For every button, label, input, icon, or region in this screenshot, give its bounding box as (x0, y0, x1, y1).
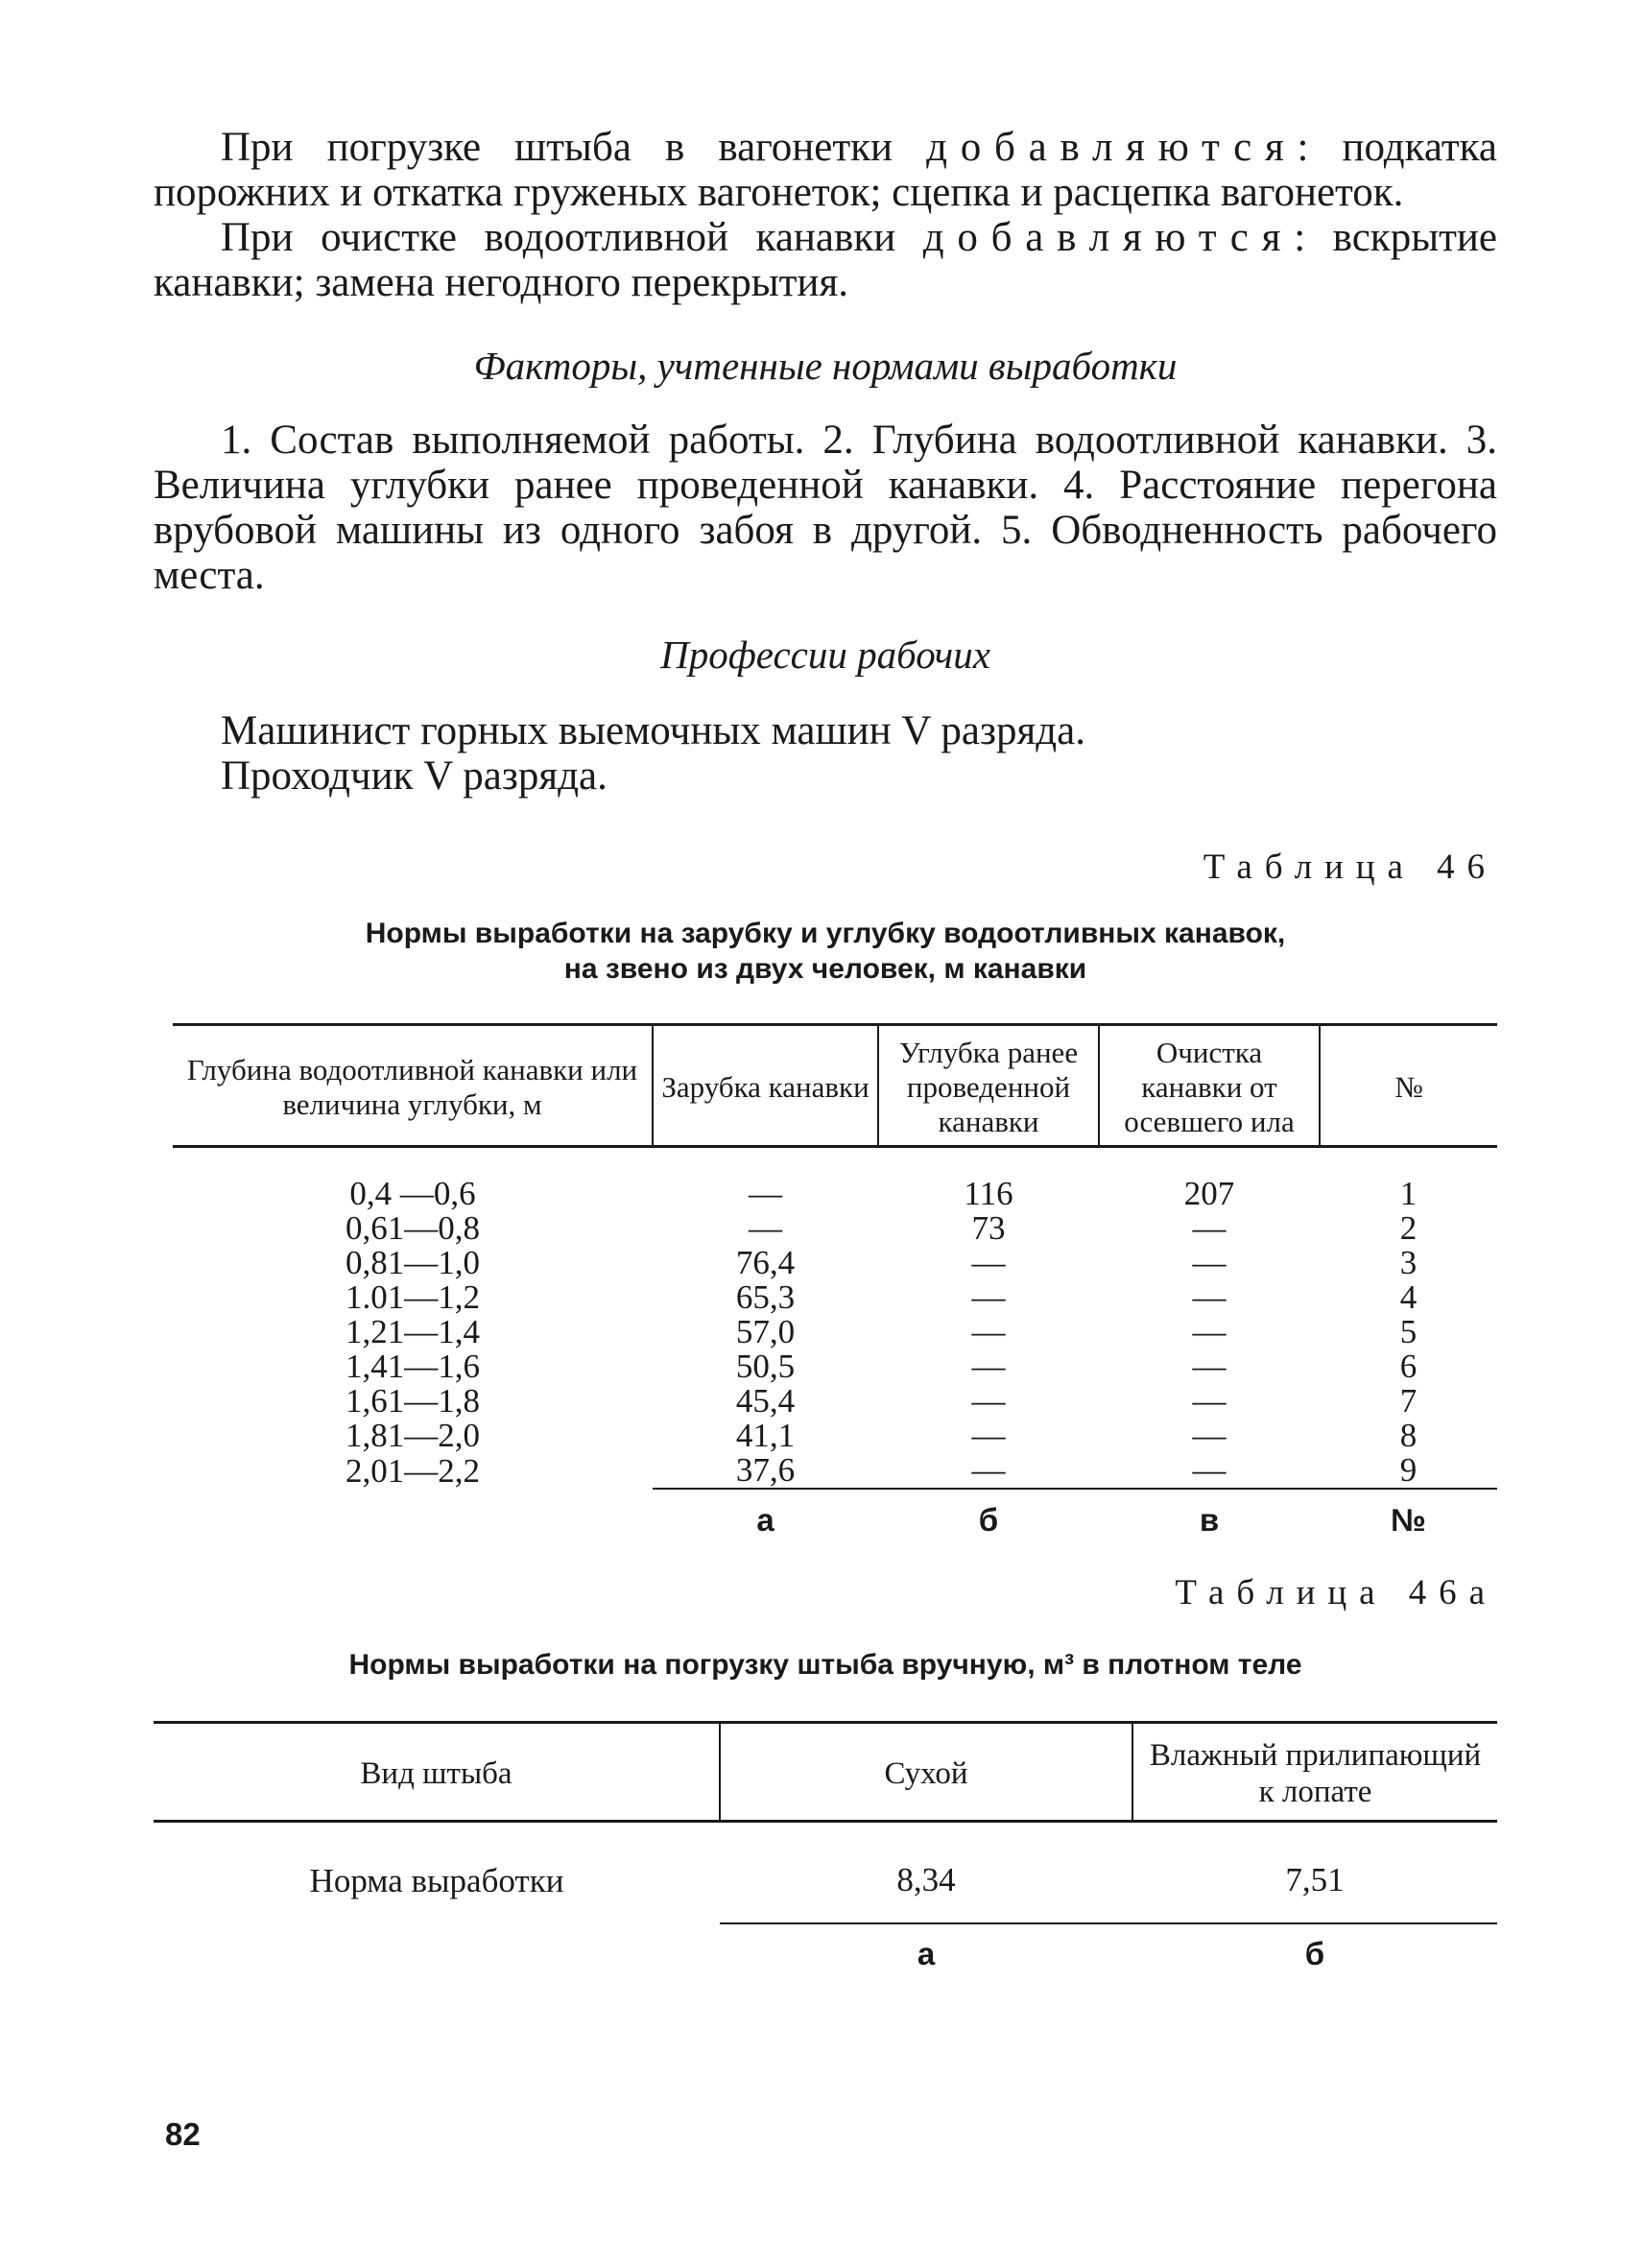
table46-header-cleaning: Очистка канавки от осевшего ила (1099, 1025, 1320, 1147)
table46-title-line1: Нормы выработки на зарубку и углубку водоотливных канавок, (365, 918, 1286, 949)
paragraph-cleaning-emphasis: добавляются (922, 215, 1295, 260)
table-row (154, 1822, 1497, 1924)
table-cell: — (1192, 1417, 1227, 1454)
table46a-header-row (154, 1723, 1497, 1822)
table-row (173, 1453, 1497, 1489)
table-cell: 65,3 (735, 1278, 796, 1316)
table-cell: — (1192, 1313, 1227, 1350)
table-cell: 0,61—0,8 (345, 1209, 480, 1247)
paragraph-cleaning-lead: При очистке водоотливной канавки (221, 215, 923, 260)
table-cell: — (1192, 1348, 1227, 1385)
table-row (173, 1211, 1497, 1246)
document-page (154, 125, 1497, 1984)
table-row (173, 1315, 1497, 1349)
table46-footer-cell: а (653, 1489, 878, 1538)
factors-text: 1. Состав выполняемой работы. 2. Глубина водоотливной канавки. 3. Величина углубки ранее проведенной канавки. 4. Расстояние перегона врубовой машины из одного забоя в другой. 5. Обводненность рабочего места. (154, 418, 1497, 598)
table46-header-number: № (1320, 1025, 1497, 1147)
professions-list (154, 708, 1497, 799)
table-row (173, 1246, 1497, 1280)
table46 (173, 1023, 1497, 1538)
table-cell: 8 (1399, 1417, 1418, 1454)
table-cell: — (971, 1348, 1006, 1385)
table-cell: Норма выработки (309, 1861, 564, 1899)
table-cell: — (749, 1175, 782, 1212)
table46-title (154, 916, 1497, 987)
table-cell: 5 (1399, 1313, 1418, 1350)
table-cell: — (971, 1417, 1006, 1454)
paragraph-cleaning (154, 215, 1497, 305)
table-cell: 8,34 (896, 1861, 956, 1898)
table46-header-row (173, 1025, 1497, 1147)
table-cell: — (971, 1244, 1006, 1281)
table46-footer-cell: в (1099, 1489, 1320, 1538)
table-cell: — (971, 1451, 1006, 1489)
table46a-footer-blank (154, 1923, 720, 1984)
table46-header-depth: Глубина водоотливной канавки или величина углубки, м (173, 1025, 653, 1147)
table-cell: 45,4 (735, 1382, 796, 1420)
table46-header-deepening: Углубка ранее проведенной канавки (878, 1025, 1099, 1147)
table46a-footer-cell: б (1132, 1923, 1497, 1984)
table-cell: 0,81—1,0 (345, 1244, 480, 1281)
table-cell: 2,01—2,2 (345, 1451, 480, 1490)
table-cell: 7,51 (1285, 1861, 1345, 1898)
table-cell: — (1192, 1451, 1227, 1489)
table46a-footer-cell: а (720, 1923, 1132, 1984)
table-cell: 41,1 (735, 1417, 796, 1454)
table-cell: 2 (1399, 1209, 1418, 1247)
table46-footer-blank (173, 1489, 653, 1538)
table-cell: — (971, 1313, 1006, 1350)
paragraph-loading-lead: При погрузке штыба в вагонетки (221, 125, 927, 170)
paragraph-loading-rest: : подкатка порожних и откатка груженых вагонеток; сцепка и расцепка вагонеток. (154, 125, 1497, 215)
table-row (173, 1147, 1497, 1212)
paragraph-loading-emphasis: добавляются (926, 125, 1298, 170)
table-cell: — (1192, 1244, 1227, 1281)
table-cell: 1,81—2,0 (345, 1417, 480, 1454)
table46-header-cutting: Зарубка канавки (653, 1025, 878, 1147)
table-cell: 9 (1399, 1451, 1418, 1489)
table46-footer-row (173, 1489, 1497, 1538)
table-cell: 1,61—1,8 (345, 1382, 480, 1420)
table-row (173, 1419, 1497, 1453)
table-cell: 73 (971, 1209, 1006, 1247)
table-cell: 50,5 (735, 1348, 796, 1385)
table-cell: — (971, 1382, 1006, 1420)
table-row (173, 1384, 1497, 1419)
profession-item: Проходчик V разряда. (221, 753, 608, 799)
table-cell: 116 (964, 1175, 1013, 1212)
table-cell: 37,6 (735, 1451, 796, 1489)
factors-heading: Факторы, учтенные нормами выработки (473, 344, 1178, 388)
table46a-footer-row (154, 1923, 1497, 1984)
table-cell: 4 (1399, 1278, 1418, 1316)
table-cell: 57,0 (735, 1313, 796, 1350)
table-cell: 7 (1399, 1382, 1418, 1420)
table46-label: Таблица 46 (1203, 848, 1497, 887)
table-cell: — (749, 1209, 782, 1247)
table-row (173, 1349, 1497, 1384)
table-cell: 0,4 —0,6 (349, 1175, 476, 1212)
table-cell: 1,41—1,6 (345, 1348, 480, 1385)
table46-title-line2: на звено из двух человек, м канавки (563, 953, 1087, 985)
table-cell: 207 (1183, 1175, 1235, 1212)
table46-footer-cell: № (1320, 1489, 1497, 1538)
table-cell: 1 (1399, 1175, 1418, 1212)
table-cell: — (1192, 1209, 1227, 1247)
table46a-header-type: Вид штыба (154, 1723, 720, 1822)
table46a (154, 1721, 1497, 1984)
paragraph-cleaning-rest: : вскрытие канавки; замена негодного перекрытия. (154, 215, 1497, 305)
table46-footer-cell: б (878, 1489, 1099, 1538)
table-cell: — (1192, 1278, 1227, 1316)
table46a-header-wet: Влажный прилипающий к лопате (1132, 1723, 1497, 1822)
table-cell: 3 (1399, 1244, 1418, 1281)
paragraph-loading (154, 125, 1497, 215)
table-cell: 1,21—1,4 (345, 1313, 480, 1350)
profession-item: Машинист горных выемочных машин V разряда. (221, 708, 1085, 753)
table46a-header-dry: Сухой (720, 1723, 1132, 1822)
page-number: 82 (165, 2116, 201, 2152)
professions-heading: Профессии рабочих (660, 633, 990, 677)
table-cell: 76,4 (735, 1244, 796, 1281)
table46a-title: Нормы выработки на погрузку штыба вручную, м³ в плотном теле (348, 1649, 1302, 1681)
table-row (173, 1280, 1497, 1315)
table-cell: 6 (1399, 1348, 1418, 1385)
table46a-label: Таблица 46а (1175, 1573, 1497, 1612)
table-cell: — (971, 1278, 1006, 1316)
table-cell: 1.01—1,2 (345, 1278, 480, 1316)
table-cell: — (1192, 1382, 1227, 1420)
